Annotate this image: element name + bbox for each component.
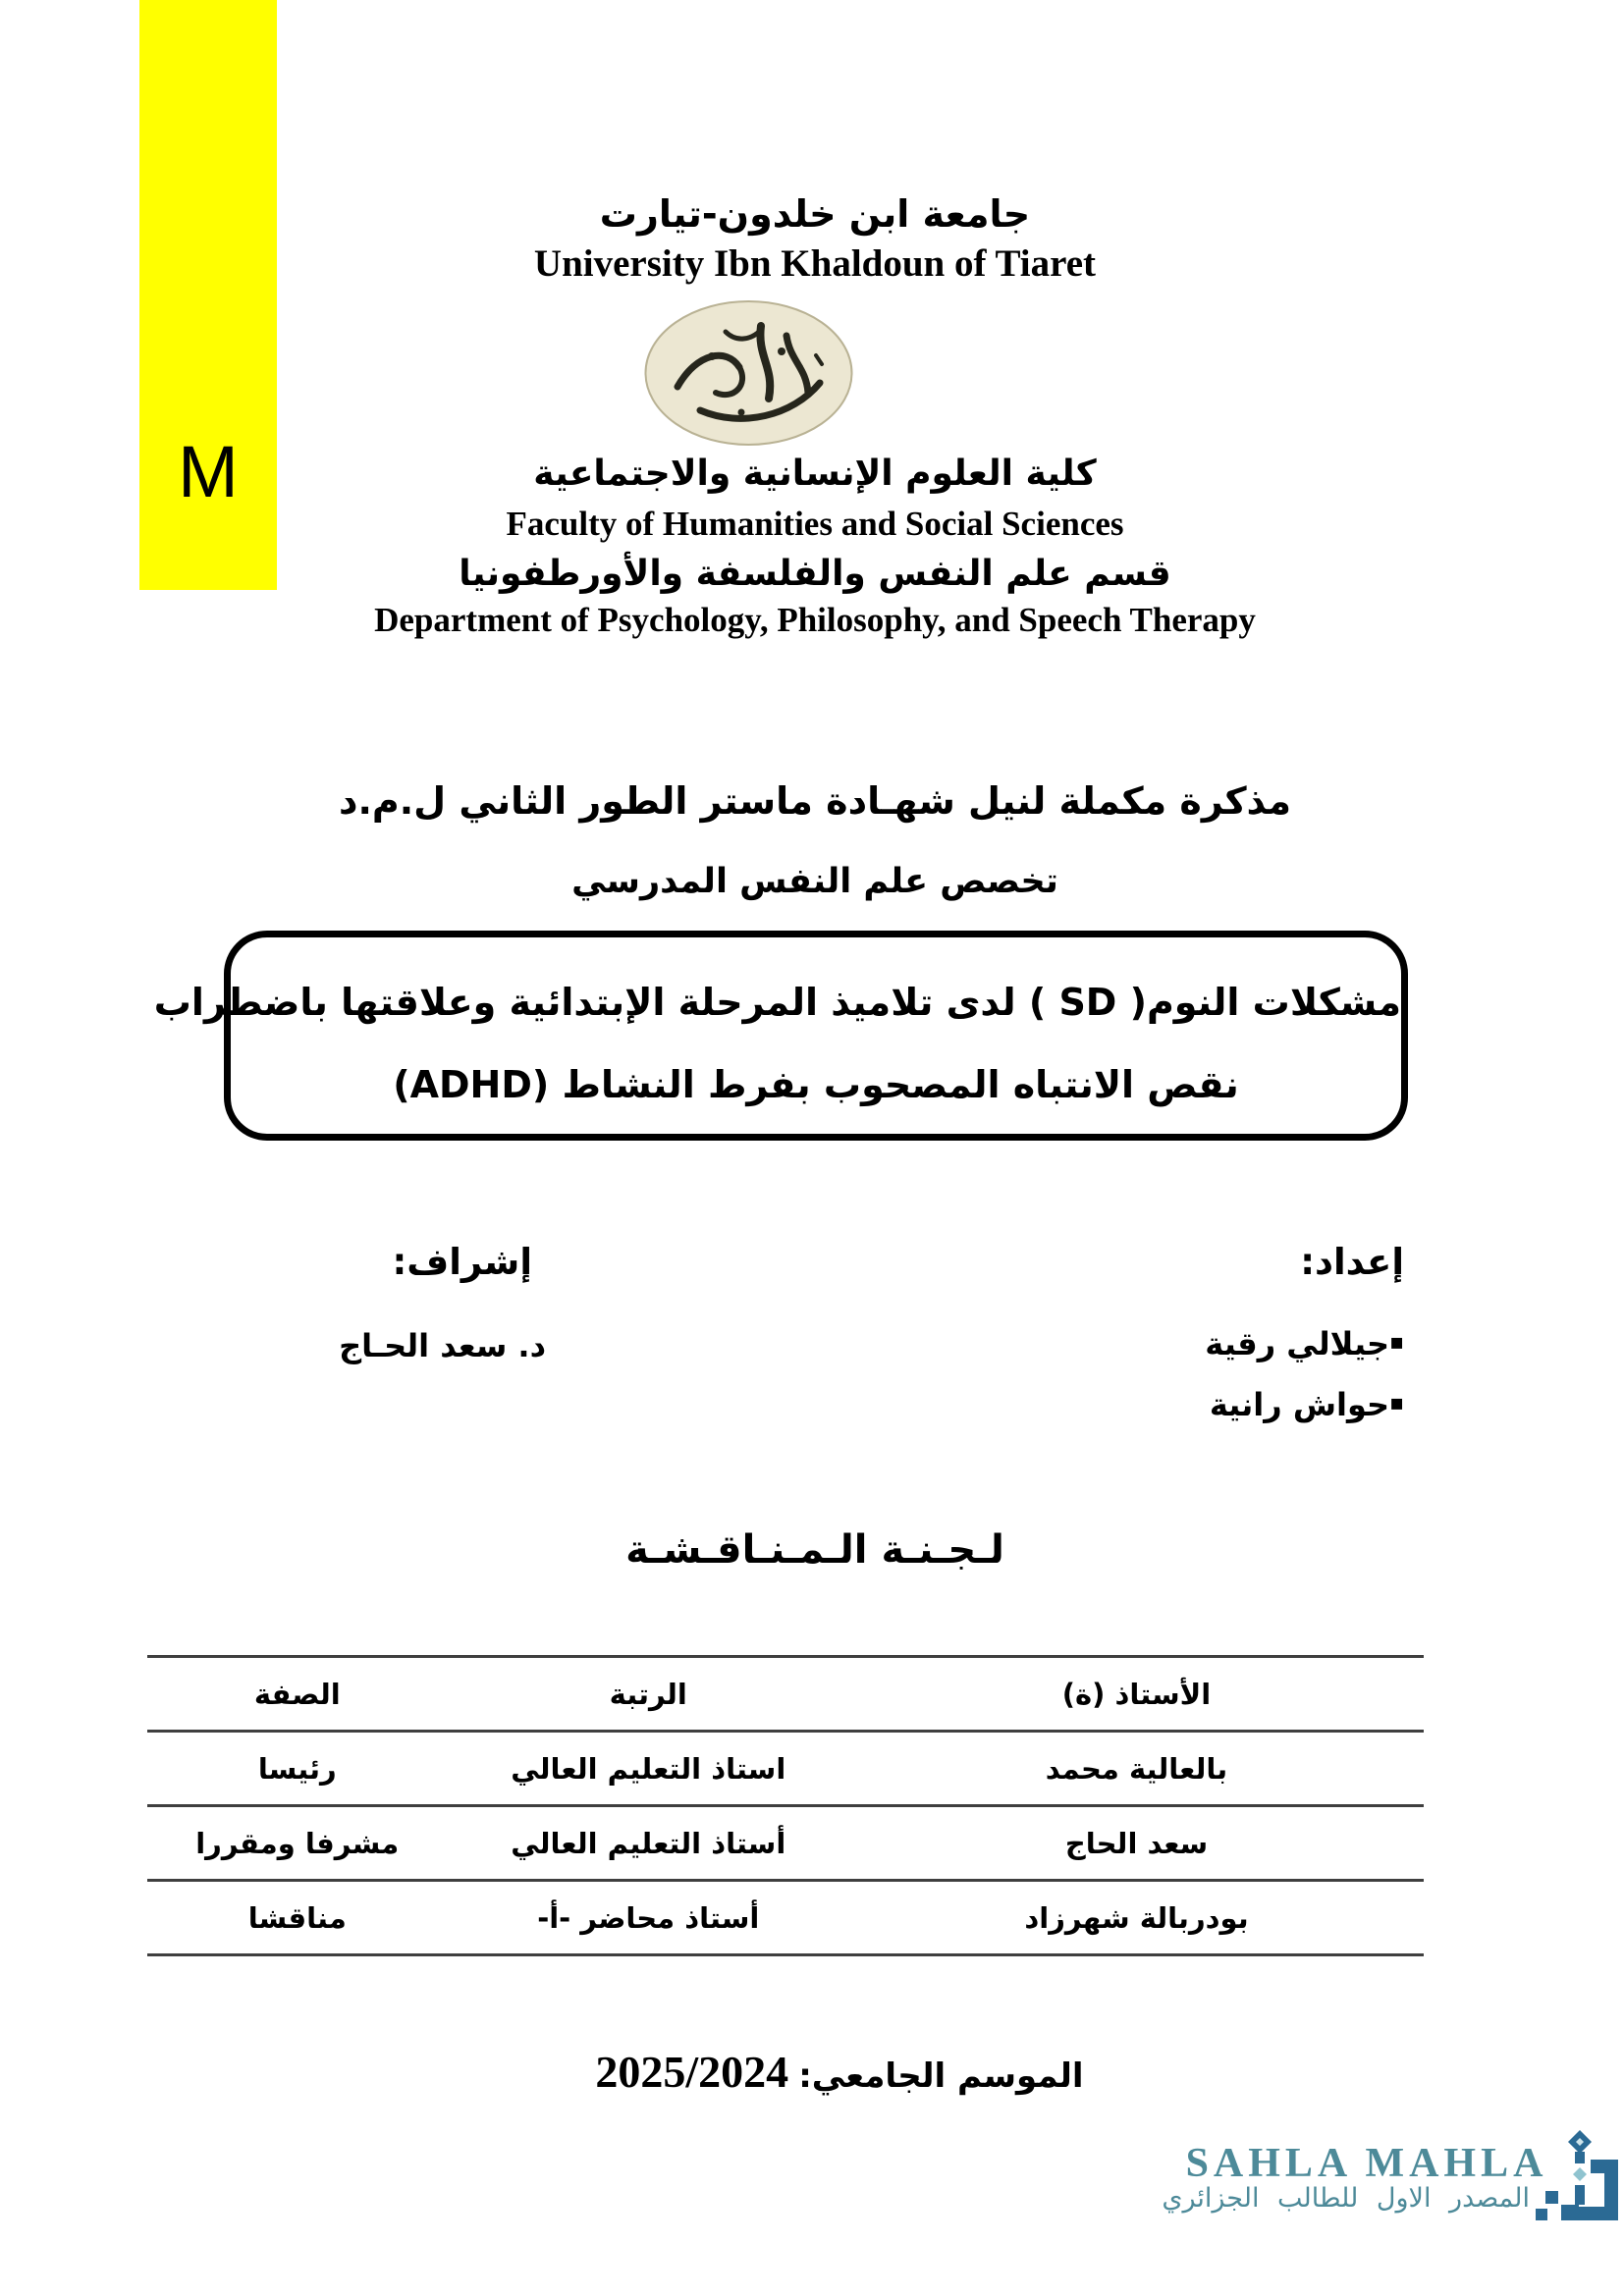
role-cell: مشرفا ومقررا <box>147 1806 448 1881</box>
faculty-name-english: Faculty of Humanities and Social Sciences <box>506 505 1124 543</box>
role-cell: مناقشا <box>147 1881 448 1955</box>
academic-year-value: 2025/2024 <box>595 2047 789 2097</box>
student-name-text: جيلالي رقية <box>1205 1325 1390 1362</box>
brand-tagline: المصدر الاول للطالب الجزائري <box>1162 2183 1530 2214</box>
rank-cell: أستاذ التعليم العالي <box>448 1806 850 1881</box>
supervision-label: إشراف: <box>392 1241 532 1283</box>
university-name-arabic: جامعة ابن خلدون-تيارت <box>599 192 1031 236</box>
preparation-label: إعداد: <box>1300 1241 1404 1283</box>
faculty-name-arabic: كلية العلوم الإنسانية والاجتماعية <box>533 454 1097 494</box>
role-cell: رئيسا <box>147 1732 448 1806</box>
student-name <box>1205 1386 1404 1423</box>
professor-cell: بودربالة شهرزاد <box>849 1881 1424 1955</box>
thesis-title-box <box>153 931 1408 1141</box>
thesis-title-line1: مشكلات النوم( SD ) لدى تلاميذ المرحلة الإبتدائية وعلاقتها باضطراب <box>153 981 1401 1024</box>
column-header-rank: الرتبة <box>448 1657 850 1732</box>
thesis-note-line2: تخصص علم النفس المدرسي <box>571 862 1058 901</box>
table-row <box>147 1881 1424 1955</box>
thesis-note-line1: مذكرة مكملة لنيل شهـادة ماستر الطور الثاني ل.م.د <box>338 779 1292 823</box>
student-name-text: حواش رانية <box>1209 1386 1390 1423</box>
square-bullet-icon: ▪ <box>1389 1391 1404 1415</box>
professor-cell: سعد الحاج <box>849 1806 1424 1881</box>
supervisor-name: د. سعد الحـاج <box>339 1327 546 1364</box>
table-row <box>147 1806 1424 1881</box>
department-name-arabic: قسم علم النفس والفلسفة والأورطفونيا <box>459 554 1171 594</box>
academic-year-label: الموسم الجامعي: <box>798 2056 1084 2096</box>
student-name <box>1205 1325 1404 1362</box>
academic-year-line <box>147 2046 1522 2098</box>
students-list <box>1205 1325 1404 1447</box>
kufic-mark-icon <box>1536 2128 1624 2228</box>
column-header-professor: الأستاذ (ة) <box>849 1657 1424 1732</box>
table-row <box>147 1732 1424 1806</box>
committee-heading: لـجـنـة الـمـنـاقـشـة <box>625 1527 1004 1573</box>
professor-cell: بالعالية محمد <box>849 1732 1424 1806</box>
committee-table <box>147 1655 1424 1956</box>
rank-cell: استاذ التعليم العالي <box>448 1732 850 1806</box>
brand-name: SAHLA MAHLA <box>1185 2141 1548 2186</box>
column-header-role: الصفة <box>147 1657 448 1732</box>
department-name-english: Department of Psychology, Philosophy, and Speech Therapy <box>374 601 1256 639</box>
thesis-title-line2: نقص الانتباه المصحوب بفرط النشاط (ADHD) <box>393 1063 1239 1106</box>
rank-cell: أستاذ محاضر -أ- <box>448 1881 850 1955</box>
square-bullet-icon: ▪ <box>1389 1330 1404 1355</box>
committee-header-row <box>147 1657 1424 1732</box>
university-seal-icon <box>643 298 854 448</box>
margin-letter: M <box>178 431 239 512</box>
university-name-english: University Ibn Khaldoun of Tiaret <box>533 242 1097 285</box>
